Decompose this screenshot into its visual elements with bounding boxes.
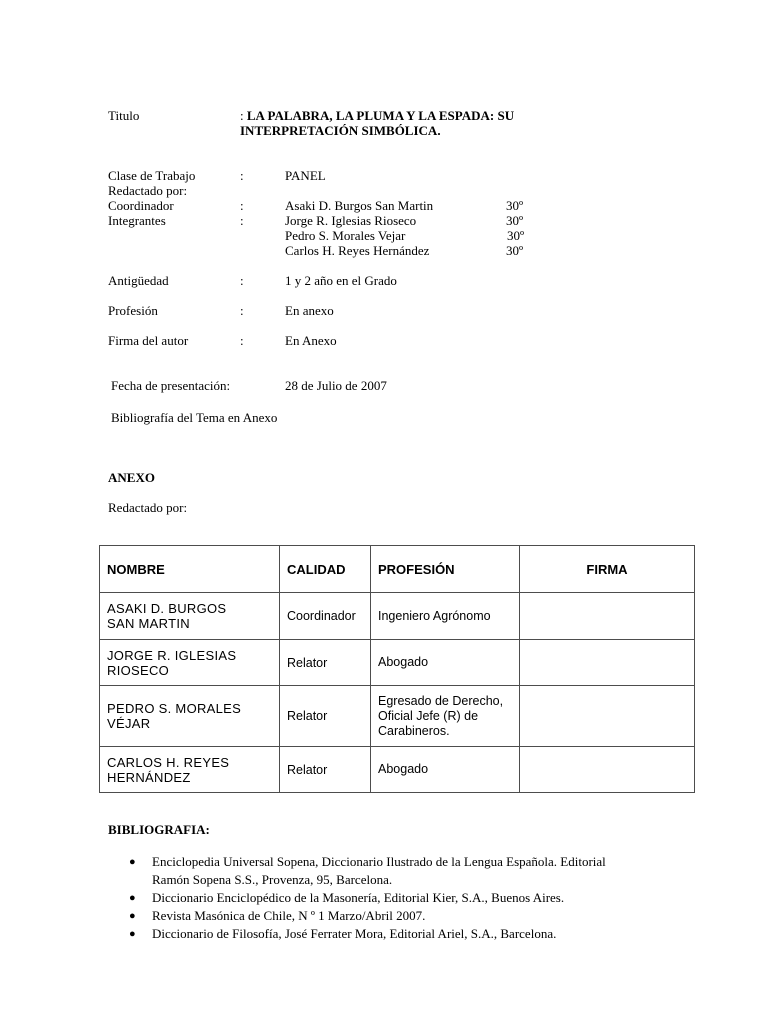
table-row <box>100 686 695 747</box>
titulo-colon <box>240 108 514 123</box>
name-line: JORGE R. IGLESIAS <box>107 647 237 663</box>
name-line: CARLOS H. REYES <box>107 754 230 770</box>
member-grade: 30º <box>506 243 524 258</box>
colon: : <box>240 168 244 183</box>
list-item <box>107 853 707 889</box>
col-header-nombre: NOMBRE <box>100 546 280 593</box>
name-line: VÉJAR <box>107 716 151 731</box>
fecha-value: 28 de Julio de 2007 <box>285 378 387 393</box>
list-item-text: Enciclopedia Universal Sopena, Diccionario Ilustrado de la Lengua Española. Editorial <box>152 854 606 869</box>
profesion-line: Oficial Jefe (R) de <box>378 708 479 723</box>
bullet-icon: ● <box>129 892 136 904</box>
cell-nombre <box>100 686 280 747</box>
colon: : <box>240 303 244 318</box>
cell-firma <box>520 593 695 640</box>
anexo-table <box>99 545 695 793</box>
integrantes-label: Integrantes <box>108 213 166 228</box>
name-line: ASAKI D. BURGOS <box>107 601 227 616</box>
member-grade: 30º <box>506 213 524 228</box>
colon: : <box>240 198 244 213</box>
col-header-calidad: CALIDAD <box>280 546 371 593</box>
bullet-icon: ● <box>129 910 136 922</box>
colon: : <box>240 333 244 348</box>
col-header-firma: FIRMA <box>520 546 695 593</box>
coordinador-label: Coordinador <box>108 198 174 213</box>
title-line-2: INTERPRETACIÓN SIMBÓLICA. <box>240 123 441 138</box>
title-line-1: LA PALABRA, LA PLUMA Y LA ESPADA: SU <box>246 108 515 123</box>
cell-profesion <box>371 686 520 747</box>
profesion-line: Egresado de Derecho, <box>378 693 504 708</box>
name-line: RIOSECO <box>107 662 170 678</box>
anexo-heading: ANEXO <box>108 470 155 485</box>
bullet-icon: ● <box>129 928 136 940</box>
cell-calidad: Relator <box>280 686 371 747</box>
firma-value: En Anexo <box>285 333 337 348</box>
fecha-label: Fecha de presentación: <box>111 378 231 393</box>
redactado-label: Redactado por: <box>108 183 188 198</box>
table-row <box>100 593 695 640</box>
name-line: SAN MARTIN <box>107 616 190 631</box>
table-row <box>100 640 695 686</box>
profesion-label: Profesión <box>108 303 158 318</box>
list-item <box>107 925 707 943</box>
member-grade: 30º <box>507 228 525 243</box>
name-line: PEDRO S. MORALES <box>107 701 242 716</box>
clase-label: Clase de Trabajo <box>108 168 196 183</box>
anexo-redactado: Redactado por: <box>108 500 188 515</box>
cell-nombre <box>100 640 280 686</box>
cell-nombre <box>100 747 280 793</box>
bibliografia-note: Bibliografía del Tema en Anexo <box>111 410 278 425</box>
table-row <box>100 747 695 793</box>
bibliografia-list <box>107 853 707 943</box>
cell-calidad: Relator <box>280 747 371 793</box>
list-item <box>107 907 707 925</box>
member-name: Jorge R. Iglesias Rioseco <box>285 213 417 228</box>
member-name: Pedro S. Morales Vejar <box>285 228 406 243</box>
list-item <box>107 889 707 907</box>
cell-profesion: Abogado <box>371 640 520 686</box>
clase-value: PANEL <box>285 168 326 183</box>
list-item-text: Diccionario Enciclopédico de la Masonería, Editorial Kier, S.A., Buenos Aires. <box>152 890 565 905</box>
cell-firma <box>520 747 695 793</box>
list-item-text: Revista Masónica de Chile, N º 1 Marzo/Abril 2007. <box>152 908 426 923</box>
cell-firma <box>520 686 695 747</box>
table-header-row <box>100 546 695 593</box>
antiguedad-value: 1 y 2 año en el Grado <box>285 273 397 288</box>
cell-firma <box>520 640 695 686</box>
cell-profesion: Abogado <box>371 747 520 793</box>
cell-calidad: Relator <box>280 640 371 686</box>
member-grade: 30º <box>506 198 524 213</box>
bibliografia-heading: BIBLIOGRAFIA: <box>108 822 210 837</box>
profesion-value: En anexo <box>285 303 334 318</box>
cell-profesion: Ingeniero Agrónomo <box>371 593 520 640</box>
member-name: Asaki D. Burgos San Martin <box>285 198 434 213</box>
colon: : <box>240 213 244 228</box>
profesion-line: Carabineros. <box>378 723 450 738</box>
colon: : <box>240 108 244 123</box>
antiguedad-label: Antigüedad <box>108 273 169 288</box>
bullet-icon: ● <box>129 856 136 868</box>
member-name: Carlos H. Reyes Hernández <box>285 243 430 258</box>
cell-nombre <box>100 593 280 640</box>
cell-calidad: Coordinador <box>280 593 371 640</box>
titulo-label: Titulo <box>108 108 140 123</box>
name-line: HERNÁNDEZ <box>107 769 191 785</box>
firma-label: Firma del autor <box>108 333 189 348</box>
colon: : <box>240 273 244 288</box>
list-item-text: Ramón Sopena S.S., Provenza, 95, Barcelona. <box>152 872 393 887</box>
list-item-text: Diccionario de Filosofía, José Ferrater Mora, Editorial Ariel, S.A., Barcelona. <box>152 926 557 941</box>
col-header-profesion: PROFESIÓN <box>371 546 520 593</box>
